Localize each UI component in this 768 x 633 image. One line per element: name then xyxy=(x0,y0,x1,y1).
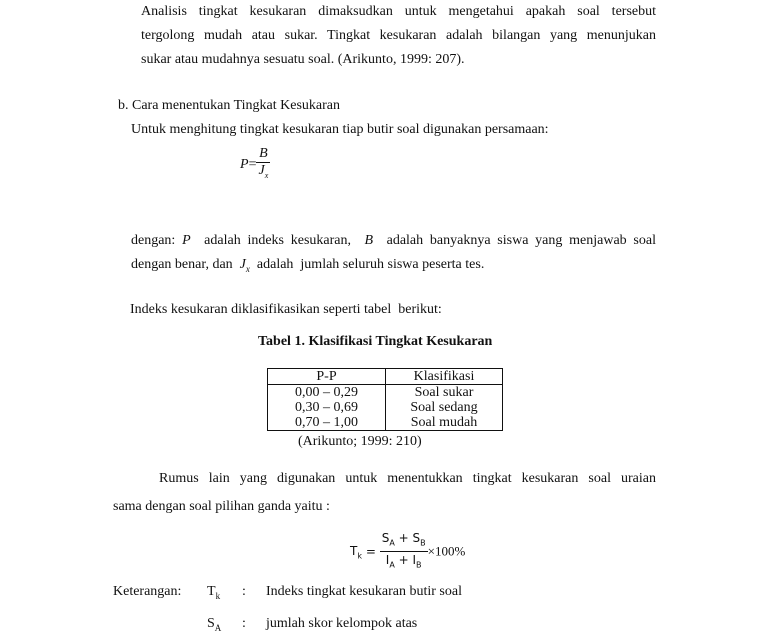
keterangan-description: Indeks tingkat kesukaran butir soal xyxy=(266,584,462,599)
keterangan-description: jumlah skor kelompok atas xyxy=(266,616,418,631)
keterangan-colon: : xyxy=(242,584,246,599)
classification-table xyxy=(267,368,503,431)
table-row xyxy=(268,415,503,431)
section-heading: b. Cara menentukan Tingkat Kesukaran xyxy=(118,98,341,113)
table-header-row xyxy=(268,369,503,385)
rumus-lain-line: Rumus lain yang digunakan untuk menentukkan tingkat kesukaran soal uraian xyxy=(159,471,656,486)
table-row xyxy=(268,385,503,401)
table-header-cell: P-P xyxy=(268,369,386,385)
table-row xyxy=(268,400,503,415)
formula-tk xyxy=(350,530,465,574)
table-cell: Soal sukar xyxy=(386,385,503,401)
explanation-line: dengan benar, dan $J_x$ adalah jumlah seluruh siswa peserta tes. xyxy=(131,257,485,274)
rumus-lain-line: sama dengan soal pilihan ganda yaitu : xyxy=(113,499,330,514)
formula-numerator: B xyxy=(256,146,270,163)
keterangan-colon: : xyxy=(242,616,246,631)
intro-line: sukar atau mudahnya sesuatu soal. (Arikunto, 1999: 207). xyxy=(141,52,465,67)
formula-lhs: P xyxy=(240,157,249,173)
table-source: (Arikunto; 1999: 210) xyxy=(298,434,422,449)
table-cell: 0,70 – 1,00 xyxy=(268,415,386,431)
explanation-line: dengan: P adalah indeks kesukaran, B adalah banyaknya siswa yang menjawab soal xyxy=(131,233,656,248)
formula-difficulty-index xyxy=(240,146,270,184)
keterangan-label: Keterangan: xyxy=(113,584,182,599)
section-text: Untuk menghitung tingkat kesukaran tiap butir soal digunakan persamaan: xyxy=(131,122,549,137)
formula-tk-equals: = xyxy=(365,544,376,559)
intro-line: tergolong mudah atau sukar. Tingkat kesukaran adalah bilangan yang menunjukan xyxy=(141,28,656,43)
intro-line: Analisis tingkat kesukaran dimaksudkan untuk mengetahui apakah soal tersebut xyxy=(141,4,656,19)
keterangan-symbol: $S_A$ xyxy=(207,616,222,633)
formula-equals: = xyxy=(248,157,257,173)
formula-tk-denominator: $I_A + I_B$ xyxy=(385,553,422,570)
table-cell: Soal sedang xyxy=(386,400,503,415)
formula-tk-numerator: $S_A + S_B$ xyxy=(380,530,428,552)
classification-intro: Indeks kesukaran diklasifikasikan seperti tabel berikut: xyxy=(130,302,442,317)
keterangan-symbol: $T_k$ xyxy=(207,584,221,601)
table-cell: 0,30 – 0,69 xyxy=(268,400,386,415)
table-cell: Soal mudah xyxy=(386,415,503,431)
formula-explanation xyxy=(131,229,656,281)
formula-tk-times: ×100% xyxy=(427,543,466,559)
formula-fraction xyxy=(256,146,270,184)
table-title: Tabel 1. Klasifikasi Tingkat Kesukaran xyxy=(258,334,493,349)
formula-tk-lhs: $T_k$ xyxy=(350,544,362,561)
formula-tk-fraction xyxy=(380,530,428,574)
intro-paragraph xyxy=(141,0,656,72)
table-header-cell: Klasifikasi xyxy=(386,369,503,385)
formula-denominator: $J_x$ xyxy=(258,163,269,180)
table-cell: 0,00 – 0,29 xyxy=(268,385,386,401)
